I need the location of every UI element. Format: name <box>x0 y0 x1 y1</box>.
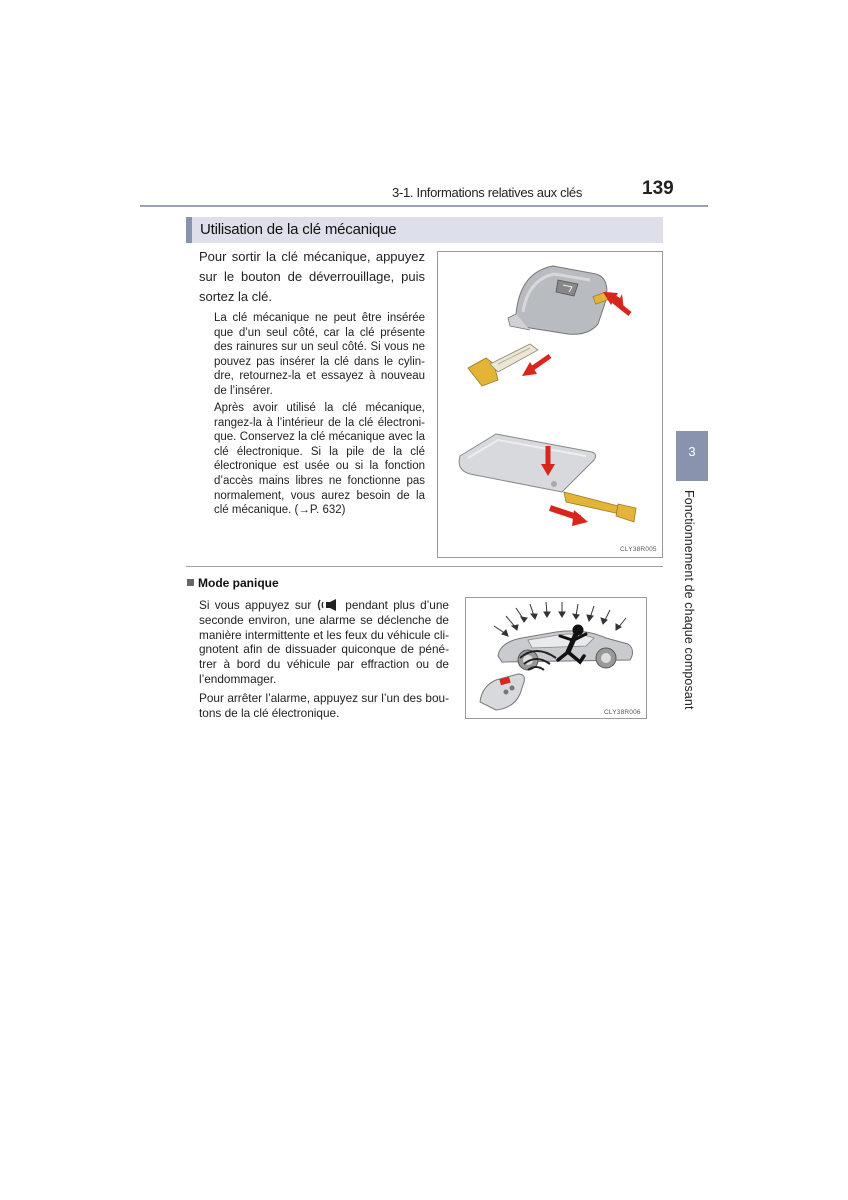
mechanical-key-removal-illustration <box>438 252 662 557</box>
figure-2-code: CLY38R006 <box>604 709 641 716</box>
panic-mode-heading-text: Mode panique <box>198 576 279 590</box>
note-paragraph-2: Après avoir utilisé la clé mécanique, rangez-la à l’intérieur de la clé électroni-que. Conservez la clé mécanique avec la clé électronique. Si la pile de la clé électronique est usée ou si la fonction d’accès mains libres ne fonctionne pas normalement, vous aurez besoin de la clé mécanique. (→P. 632) <box>214 402 425 517</box>
panic-button-icon <box>317 599 341 611</box>
note-paragraph-1: La clé mécanique ne peut être insérée que d’un seul côté, car la clé présente des rainures sur un seul côté. Si vous ne pouvez pas insérer la clé dans le cylin-dre, retournez-la et essayez à nouveau de l’insérer. <box>214 312 425 397</box>
section-title-bar <box>186 217 663 243</box>
panic-text-after-icon: pendant plus d’une seconde environ, une alarme se déclenche de manière intermittente et les feux du véhicule cli-gnotent afin de dissuader quiconque de péné-trer à bord du véhicule par effraction ou de l’endommager. <box>199 598 449 686</box>
chapter-tab <box>676 431 708 481</box>
chapter-number: 3 <box>688 444 696 459</box>
chapter-label: Fonctionnement de chaque composant <box>682 490 696 710</box>
panic-mode-paragraph-2: Pour arrêter l’alarme, appuyez sur l’un des bou-tons de la clé électronique. <box>199 691 449 720</box>
running-header-section: 3-1. Informations relatives aux clés <box>392 185 583 200</box>
panic-mode-paragraph-1 <box>199 598 449 687</box>
section-divider <box>186 566 663 567</box>
figure-1-code: CLY38R005 <box>620 546 657 553</box>
header-rule <box>140 205 708 207</box>
section-title: Utilisation de la clé mécanique <box>200 221 397 238</box>
panic-text-before-icon: Si vous appuyez sur <box>199 598 312 612</box>
panic-alarm-figure <box>465 597 647 719</box>
bullet-square-icon <box>187 579 194 586</box>
mechanical-key-figure <box>437 251 663 558</box>
panic-mode-heading <box>187 576 279 590</box>
page-number: 139 <box>642 178 674 199</box>
intro-paragraph: Pour sortir la clé mécanique, appuyez sur le bouton de déverrouillage, puis sortez la clé. <box>199 249 425 304</box>
panic-alarm-car-illustration <box>466 598 646 718</box>
